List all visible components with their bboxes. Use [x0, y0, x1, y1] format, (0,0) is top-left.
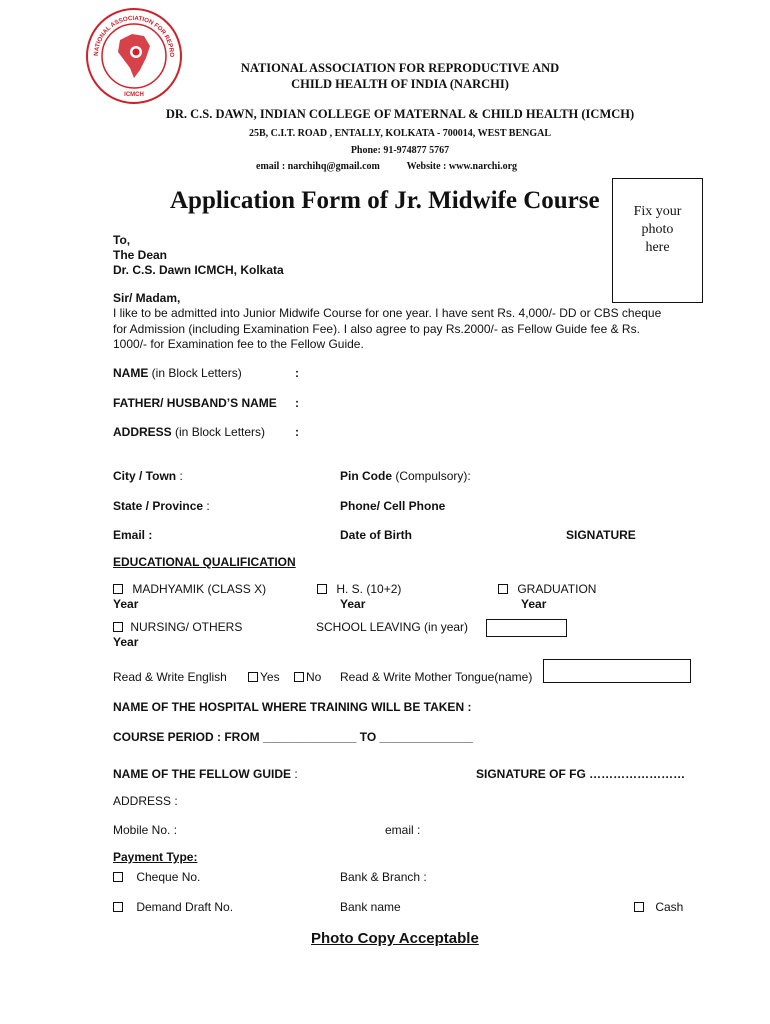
demand-draft-checkbox[interactable]	[113, 902, 123, 912]
body-line3: 1000/- for Examination fee to the Fellow Guide.	[113, 337, 364, 351]
father-husband-name-label[interactable]: FATHER/ HUSBAND’S NAME	[113, 396, 277, 410]
college-name: DR. C.S. DAWN, INDIAN COLLEGE OF MATERNAL & CHILD HEALTH (ICMCH)	[165, 107, 635, 121]
fg-mobile-label[interactable]: Mobile No. :	[113, 823, 178, 837]
school-leaving-year-input[interactable]	[486, 619, 567, 637]
pin-code-field[interactable]	[340, 469, 471, 483]
photo-box-line2: photo	[641, 222, 674, 237]
fellow-guide-colon: :	[291, 767, 298, 781]
city-label: City / Town	[113, 469, 177, 483]
phone-field[interactable]: Phone/ Cell Phone	[340, 499, 446, 513]
madhyamik-checkbox[interactable]	[113, 584, 123, 594]
fg-email-label[interactable]: email :	[385, 823, 421, 837]
mother-tongue-input[interactable]	[543, 659, 691, 683]
name-field[interactable]	[113, 366, 513, 380]
city-colon: :	[176, 469, 183, 483]
father-colon: :	[295, 396, 299, 410]
nursing-year-label: Year	[113, 635, 139, 649]
college-phone: Phone: 91-974877 5767	[350, 145, 450, 156]
madhyamik-year-label: Year	[113, 597, 139, 611]
form-title: Application Form of Jr. Midwife Course	[170, 187, 600, 214]
english-yes-label: Yes	[260, 670, 280, 684]
email-field[interactable]: Email :	[113, 528, 153, 542]
cash-label: Cash	[655, 900, 684, 914]
fellow-guide-label: NAME OF THE FELLOW GUIDE	[113, 767, 291, 781]
college-address: 25B, C.I.T. ROAD , ENTALLY, KOLKATA - 700014, WEST BENGAL	[248, 128, 552, 139]
org-name-line2: CHILD HEALTH OF INDIA (NARCHI)	[291, 77, 509, 91]
date-of-birth-field[interactable]: Date of Birth	[340, 528, 412, 542]
state-colon: :	[203, 499, 210, 513]
recipient-institution: Dr. C.S. Dawn ICMCH, Kolkata	[113, 263, 284, 277]
read-write-english-label: Read & Write English	[113, 670, 227, 684]
body-line1: I like to be admitted into Junior Midwife Course for one year. I have sent Rs. 4,000/- DD or CBS cheque	[113, 306, 662, 320]
photo-box[interactable]	[612, 178, 703, 303]
english-yes-checkbox[interactable]	[248, 672, 258, 682]
photo-box-line3: here	[645, 240, 670, 255]
logo-ring-text: NATIONAL ASSOCIATION FOR REPRO	[92, 14, 176, 58]
school-leaving-label: SCHOOL LEAVING (in year)	[316, 620, 469, 634]
city-field[interactable]	[113, 469, 183, 483]
bank-name-label[interactable]: Bank name	[340, 900, 401, 914]
bank-branch-label[interactable]: Bank & Branch :	[340, 870, 427, 884]
course-period[interactable]: COURSE PERIOD : FROM ______________ TO ______________	[113, 730, 473, 744]
pin-code-label: Pin Code	[340, 469, 393, 483]
english-no-checkbox[interactable]	[294, 672, 304, 682]
signature-label: SIGNATURE	[566, 528, 636, 542]
cheque-checkbox[interactable]	[113, 872, 123, 882]
address-label: ADDRESS	[113, 425, 172, 439]
pin-code-hint: (Compulsory):	[392, 469, 471, 483]
graduation-checkbox[interactable]	[498, 584, 508, 594]
salutation: Sir/ Madam,	[113, 291, 181, 305]
education-heading: EDUCATIONAL QUALIFICATION	[113, 555, 296, 569]
fg-address-label[interactable]: ADDRESS :	[113, 794, 178, 808]
name-hint: (in Block Letters)	[148, 366, 242, 380]
demand-draft-label: Demand Draft No.	[136, 900, 234, 914]
recipient-title: The Dean	[113, 248, 168, 262]
payment-type-heading: Payment Type:	[113, 850, 198, 864]
mother-tongue-label: Read & Write Mother Tongue(name)	[340, 670, 533, 684]
graduation-year-label: Year	[521, 597, 547, 611]
state-field[interactable]	[113, 499, 210, 513]
photo-box-line1: Fix your	[633, 204, 682, 219]
photo-copy-note: Photo Copy Acceptable	[311, 930, 479, 947]
name-colon: :	[295, 366, 299, 380]
hs-checkbox[interactable]	[317, 584, 327, 594]
college-website: Website : www.narchi.org	[406, 161, 518, 172]
logo-bottom-text: ICMCH	[124, 92, 144, 98]
madhyamik-label: MADHYAMIK (CLASS X)	[132, 582, 267, 596]
address-hint: (in Block Letters)	[171, 425, 266, 439]
hs-label: H. S. (10+2)	[336, 582, 402, 596]
org-name-line1: NATIONAL ASSOCIATION FOR REPRODUCTIVE AND	[240, 61, 560, 75]
cheque-label: Cheque No.	[136, 870, 201, 884]
name-label: NAME	[113, 366, 149, 380]
college-email: email : narchihq@gmail.com	[256, 161, 380, 172]
hs-year-label: Year	[340, 597, 366, 611]
fellow-guide-signature[interactable]: SIGNATURE OF FG ……………………	[476, 767, 686, 781]
nursing-others-checkbox[interactable]	[113, 622, 123, 632]
to-line: To,	[113, 233, 131, 247]
cash-checkbox[interactable]	[634, 902, 644, 912]
state-label: State / Province	[113, 499, 204, 513]
address-colon: :	[295, 425, 299, 439]
graduation-label: GRADUATION	[517, 582, 597, 596]
fellow-guide-field[interactable]	[113, 767, 298, 781]
address-field[interactable]	[113, 425, 265, 439]
hospital-label[interactable]: NAME OF THE HOSPITAL WHERE TRAINING WILL BE TAKEN :	[113, 700, 472, 714]
english-no-label: No	[306, 670, 322, 684]
nursing-others-label: NURSING/ OTHERS	[130, 620, 243, 634]
body-line2: for Admission (including Examination Fee). I also agree to pay Rs.2000/- as Fellow Guide fee & Rs.	[113, 321, 640, 336]
